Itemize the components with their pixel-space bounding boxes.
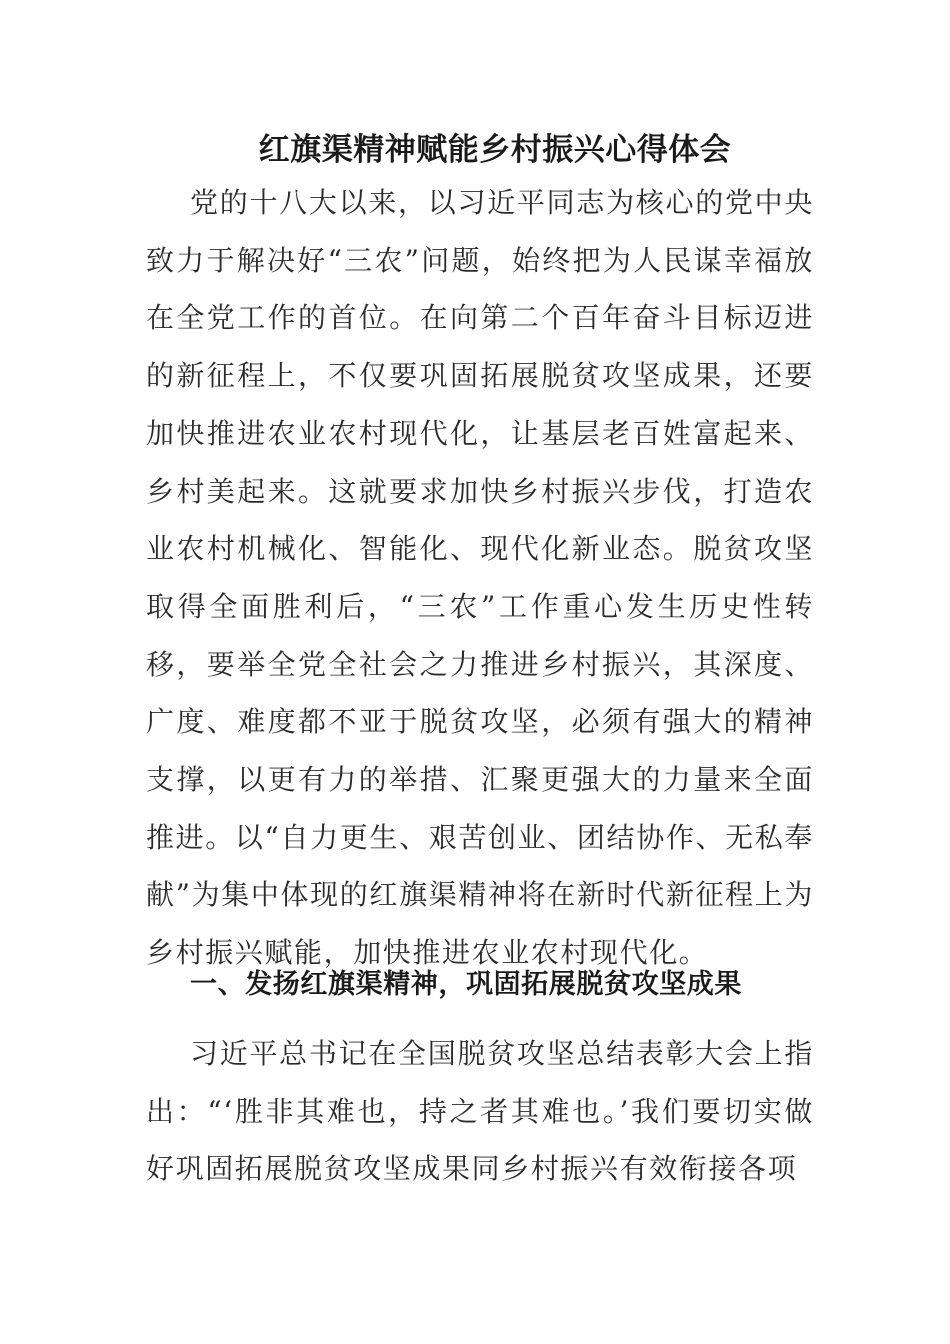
section-heading-1: 一、发扬红旗渠精神，巩固拓展脱贫攻坚成果: [190, 969, 742, 1000]
section-1-paragraph: 习近平总书记在全国脱贫攻坚总结表彰大会上指出：“‘胜非其难也，持之者其难也。’我们要切实做好巩固拓展脱贫攻坚成果同乡村振兴有效衔接各项: [146, 1037, 814, 1186]
document-title: 红旗渠精神赋能乡村振兴心得体会: [258, 132, 732, 168]
intro-paragraph: 党的十八大以来，以习近平同志为核心的党中央致力于解决好“三农”问题，始终把为人民谋幸福放在全党工作的首位。在向第二个百年奋斗目标迈进的新征程上，不仅要巩固拓展脱贫攻坚成果，还要加快推进农业农村现代化，让基层老百姓富起来、乡村美起来。这就要求加快乡村振兴步伐，打造农业农村机械化、智能化、现代化新业态。脱贫攻坚取得全面胜利后，“三农”工作重心发生历史性转移，要举全党全社会之力推进乡村振兴，其深度、广度、难度都不亚于脱贫攻坚，必须有强大的精神支撑，以更有力的举措、汇聚更强大的力量来全面推进。以“自力更生、艰苦创业、团结协作、无私奉献”为集中体现的红旗渠精神将在新时代新征程上为乡村振兴赋能，加快推进农业农村现代化。: [146, 186, 814, 970]
